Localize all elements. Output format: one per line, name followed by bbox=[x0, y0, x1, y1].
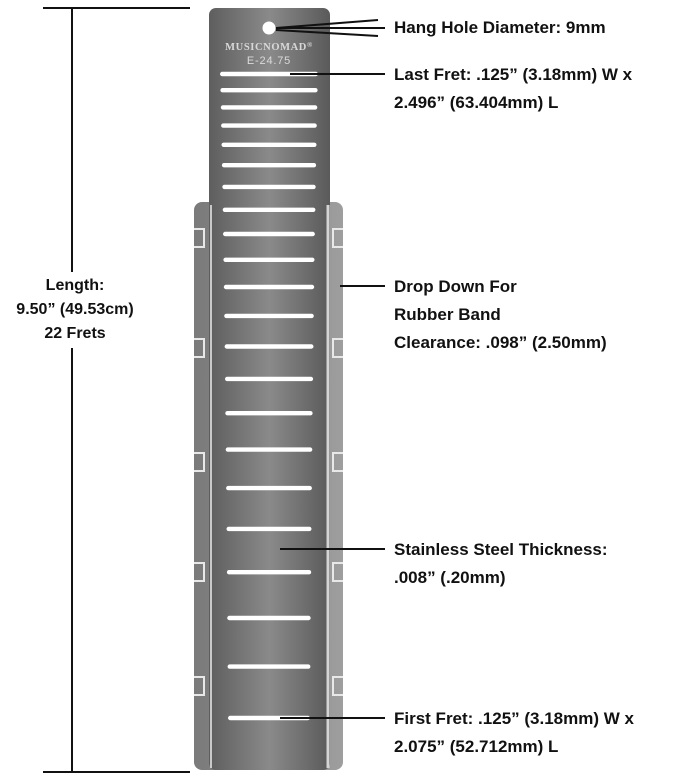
hang-hole-label: Hang Hole Diameter: 9mm bbox=[394, 18, 606, 37]
fret-slot bbox=[221, 123, 317, 127]
length-frets: 22 Frets bbox=[44, 325, 106, 342]
fret-slot bbox=[227, 616, 311, 620]
fret-slot bbox=[224, 314, 314, 318]
fret-slot bbox=[226, 486, 312, 490]
length-title: Length: bbox=[45, 277, 105, 294]
brand-engraving: MUSICNOMAD® bbox=[225, 41, 313, 53]
fret-slot bbox=[227, 570, 311, 574]
drop-down-label-line2: Rubber Band bbox=[394, 305, 501, 324]
model-engraving: E-24.75 bbox=[246, 55, 292, 67]
fret-slot bbox=[221, 105, 317, 109]
fret-slot bbox=[223, 208, 316, 212]
length-measure: 9.50” (49.53cm) bbox=[16, 301, 134, 318]
fret-slot bbox=[222, 185, 315, 189]
fret-slot bbox=[225, 411, 312, 415]
first-fret-label-line2: 2.075” (52.712mm) L bbox=[394, 737, 559, 756]
fret-slot bbox=[222, 163, 316, 167]
drop-down-label-line1: Drop Down For bbox=[394, 277, 517, 296]
thickness-label-line1: Stainless Steel Thickness: bbox=[394, 540, 608, 559]
hang-hole bbox=[263, 22, 276, 35]
last-fret-label-line1: Last Fret: .125” (3.18mm) W x bbox=[394, 65, 633, 84]
fret-slot bbox=[227, 527, 312, 531]
fret-slot bbox=[220, 88, 317, 92]
fret-slot bbox=[228, 664, 311, 668]
fret-slot bbox=[224, 285, 314, 289]
length-dimension bbox=[43, 8, 190, 772]
fret-slot bbox=[223, 258, 314, 262]
fret-slot bbox=[225, 344, 314, 348]
drop-down-label-line3: Clearance: .098” (2.50mm) bbox=[394, 333, 607, 352]
first-fret-label-line1: First Fret: .125” (3.18mm) W x bbox=[394, 709, 634, 728]
fret-slot bbox=[225, 377, 313, 381]
fret-slot bbox=[223, 232, 315, 236]
guide-body bbox=[209, 8, 330, 770]
fret-slot bbox=[222, 143, 317, 147]
fret-slot bbox=[226, 447, 313, 451]
last-fret-label-line2: 2.496” (63.404mm) L bbox=[394, 93, 559, 112]
thickness-label-line2: .008” (.20mm) bbox=[394, 568, 506, 587]
length-label bbox=[0, 272, 150, 348]
fret-guide bbox=[209, 8, 330, 770]
